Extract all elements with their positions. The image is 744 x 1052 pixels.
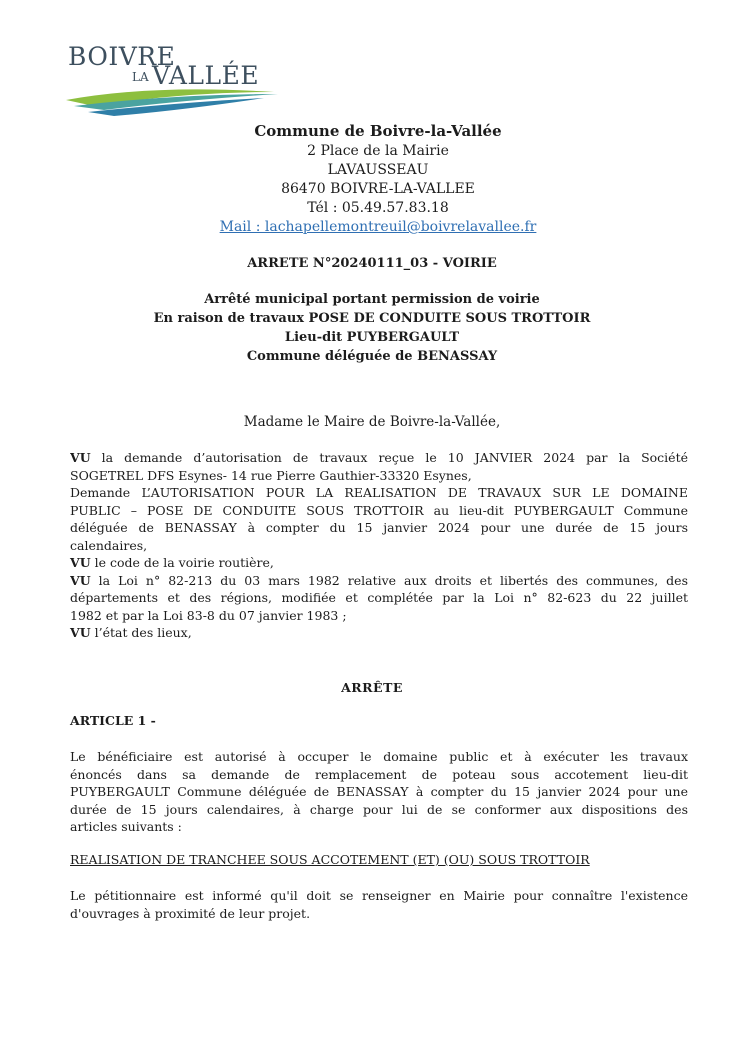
logo-text-vallee: VALLÉE [152, 61, 260, 90]
arrete-reference: ARRETE N°20240111_03 - VOIRIE [247, 256, 497, 271]
consideration-line: départements et des régions, modifiée et complétée par la Loi n° 82-623 du 22 juillet [70, 590, 688, 605]
arrete-subject [0, 290, 744, 366]
mail-link[interactable]: Mail : lachapellemontreuil@boivrelavallee.fr [219, 219, 537, 235]
consideration-text: l’état des lieux, [94, 625, 192, 640]
boivre-la-vallee-logo [64, 40, 284, 120]
consideration-text: la demande d’autorisation de travaux reçue le 10 JANVIER 2024 par la Société [101, 450, 688, 465]
article-line: Le bénéficiaire est autorisé à occuper le domaine public et à exécuter les travaux [70, 749, 688, 764]
consideration-text: le code de la voirie routière, [94, 555, 274, 570]
subject-line-3: Lieu-dit PUYBERGAULT [284, 330, 460, 345]
consideration-line: calendaires, [70, 537, 148, 553]
section-line: d'ouvrages à proximité de leur projet. [70, 905, 311, 921]
article-line: PUYBERGAULT Commune déléguée de BENASSAY à compter du 15 janvier 2024 pour une [70, 784, 688, 799]
vu-label: VU [70, 572, 91, 588]
address-line-2: LAVAUSSEAU [327, 162, 429, 178]
section-line: Le pétitionnaire est informé qu'il doit se renseigner en Mairie pour connaître l'existence [70, 888, 688, 903]
consideration-line: SOGETREL DFS Esynes- 14 rue Pierre Gauthier-33320 Esynes, [70, 467, 472, 483]
section-title: REALISATION DE TRANCHEE SOUS ACCOTEMENT (ET) (OU) SOUS TROTTOIR [70, 852, 590, 867]
article-line: énoncés dans sa demande de remplacement de poteau sous accotement lieu-dit [70, 766, 688, 782]
subject-line-2: En raison de travaux POSE DE CONDUITE SOUS TROTTOIR [153, 311, 591, 326]
vu-label: VU [70, 625, 91, 640]
considerations-block [70, 449, 688, 642]
subject-line-1: Arrêté municipal portant permission de voirie [204, 292, 540, 307]
subject-line-4: Commune déléguée de BENASSAY [246, 349, 498, 364]
logo-text-boivre: BOIVRE [68, 42, 176, 71]
address-line-1: 2 Place de la Mairie [307, 143, 449, 159]
article-1-body [70, 748, 688, 836]
address-line-3: 86470 BOIVRE-LA-VALLEE [281, 181, 475, 197]
mairie-address-block [0, 121, 744, 237]
consideration-line: Demande L’AUTORISATION POUR LA REALISATION DE TRAVAUX SUR LE DOMAINE [70, 485, 688, 500]
consideration-line [70, 554, 688, 572]
vu-label: VU [70, 450, 91, 465]
consideration-line [70, 572, 688, 590]
arrete-heading: ARRÊTE [341, 680, 403, 695]
logo-text-la: LA [132, 70, 149, 84]
article-line: durée de 15 jours calendaires, à charge pour lui de se conformer aux dispositions des [70, 801, 688, 817]
consideration-line: déléguée de BENASSAY à compter du 15 janvier 2024 pour une durée de 15 jours [70, 520, 688, 535]
section-body [70, 887, 688, 922]
phone-number: Tél : 05.49.57.83.18 [307, 200, 449, 216]
article-line: articles suivants : [70, 819, 182, 834]
consideration-text: la Loi n° 82-213 du 03 mars 1982 relative aux droits et libertés des communes, des [98, 572, 688, 588]
commune-name: Commune de Boivre-la-Vallée [254, 122, 502, 140]
consideration-line [70, 624, 688, 642]
vu-label: VU [70, 555, 91, 570]
article-1-title: ARTICLE 1 - [70, 713, 156, 728]
consideration-line: PUBLIC – POSE DE CONDUITE SOUS TROTTOIR au lieu-dit PUYBERGAULT Commune [70, 502, 688, 518]
greeting: Madame le Maire de Boivre-la-Vallée, [243, 414, 501, 430]
consideration-line [70, 449, 688, 467]
consideration-line: 1982 et par la Loi 83-8 du 07 janvier 1983 ; [70, 607, 347, 623]
